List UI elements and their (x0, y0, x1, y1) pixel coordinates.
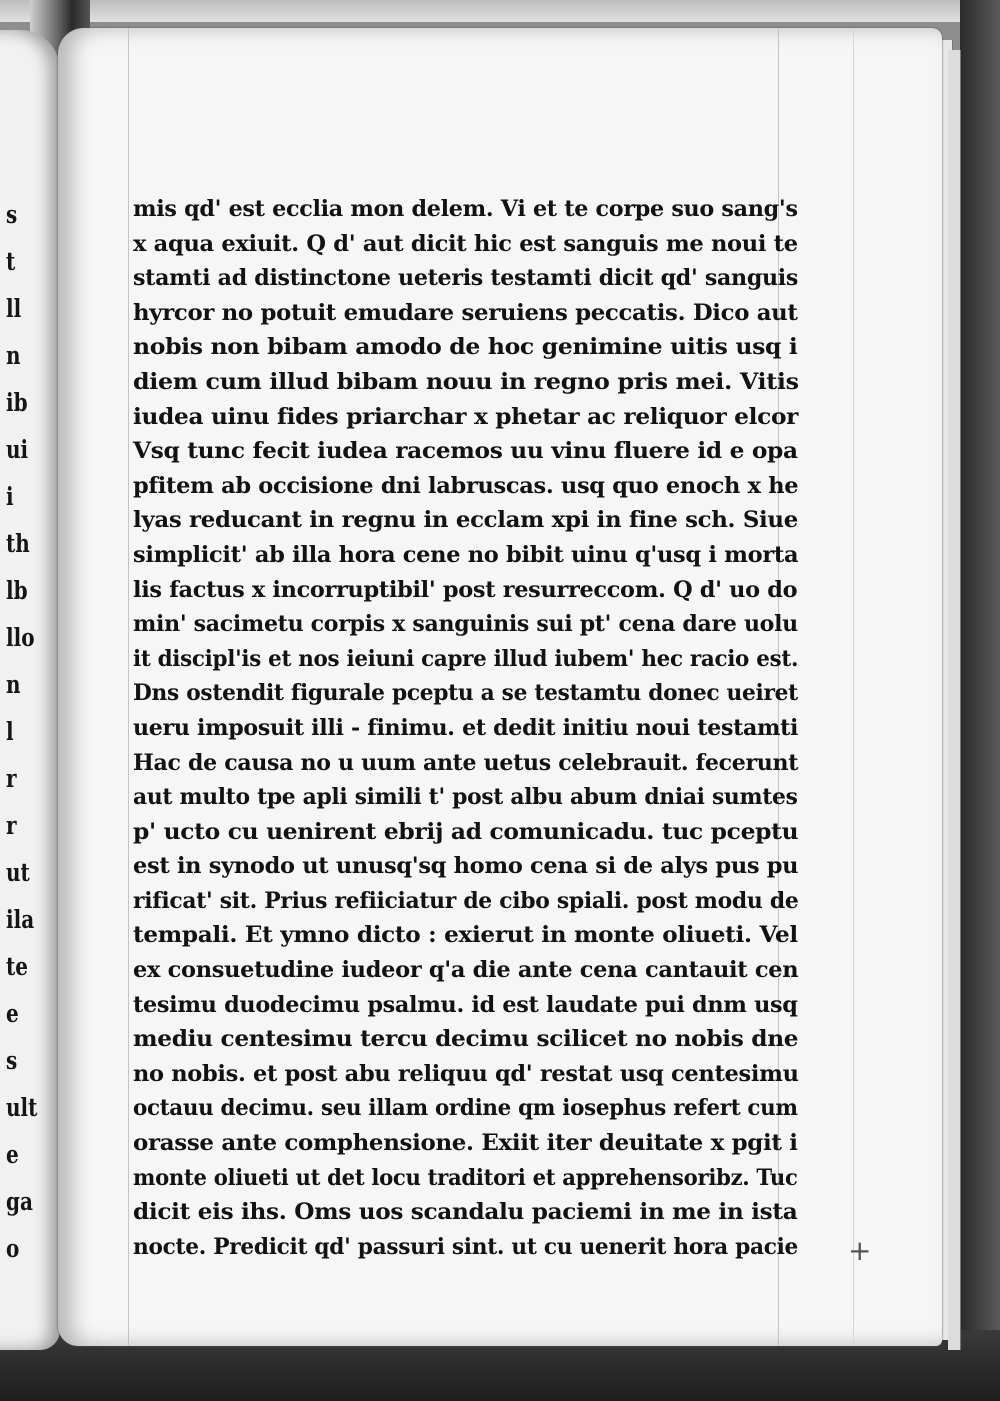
scan-background-right (960, 0, 1000, 1401)
facing-page-fragment: n (6, 341, 21, 370)
text-line: no nobis. et post abu reliquu qd' restat usq centesimu (133, 1060, 799, 1087)
text-line: mediu centesimu tercu decimu scilicet no nobis dne (133, 1026, 799, 1053)
manuscript-text (133, 192, 798, 1264)
text-line: octauu decimu. seu illam ordine qm iosephus refert cum (133, 1095, 798, 1122)
text-line: mis qd' est ecclia mon delem. Vi et te corpe suo sang's (133, 196, 798, 222)
text-line: nobis non bibam amodo de hoc genimine uitis usq i (133, 334, 798, 361)
text-line: simplicit' ab illa hora cene no bibit uinu q'usq i morta (133, 541, 799, 568)
text-line: aut multo tpe apli simili t' post albu abum dniai sumtes (133, 784, 798, 811)
text-line: min' sacimetu corpis x sanguinis sui pt' cena dare uolu (133, 611, 798, 638)
facing-page-fragment: ll (6, 294, 22, 323)
text-line: p' ucto cu uenirent ebrij ad comunicadu. tuc pceptu (133, 818, 799, 845)
facing-page-fragment: t (6, 247, 16, 276)
facing-page-fragment: s (6, 200, 18, 229)
facing-page-fragment: ib (6, 388, 28, 417)
scan-background-top (0, 0, 1000, 22)
facing-page-fragment: lb (6, 576, 28, 605)
text-line: nocte. Predicit qd' passuri sint. ut cu uenerit hora pacie (133, 1233, 799, 1260)
ruling-line (853, 28, 854, 1346)
text-line: diem cum illud bibam nouu in regno pris mei. Vitis (133, 368, 799, 395)
facing-page-fragment: r (6, 811, 17, 840)
text-line: hyrcor no potuit emudare seruiens peccatis. Dico aut (133, 299, 798, 326)
facing-page-fragment: e (6, 999, 19, 1028)
facing-page-fragment: s (6, 1046, 18, 1075)
facing-page-fragment: e (6, 1140, 19, 1169)
text-line: ueru imposuit illi - finimu. et dedit initiu noui testamti (133, 714, 799, 741)
text-line: it discipl'is et nos ieiuni capre illud iubem' hec racio est. (133, 645, 799, 672)
text-line: tempali. Et ymno dicto : exierut in monte oliueti. Vel (133, 922, 798, 949)
text-line: rificat' sit. Prius refiiciatur de cibo spiali. post modu de (133, 887, 799, 914)
facing-page-fragment: r (6, 764, 17, 793)
facing-page-fragment: th (6, 529, 30, 558)
text-line: lyas reducant in regnu in ecclam xpi in fine sch. Siue (133, 507, 798, 534)
text-line: ex consuetudine iudeor q'a die ante cena cantauit cen (133, 957, 799, 984)
facing-page-fragment: n (6, 670, 21, 699)
facing-page-fragment: o (6, 1234, 20, 1263)
text-line: Vsq tunc fecit iudea racemos uu vinu fluere id e opa (133, 438, 798, 465)
page-edge (948, 50, 961, 1350)
text-line: iudea uinu fides priarchar x phetar ac reliquor elcor (133, 403, 799, 430)
text-line: tesimu duodecimu psalmu. id est laudate pui dnm usq (133, 991, 798, 1018)
text-line: orasse ante comphensione. Exiit iter deuitate x pgit i (133, 1130, 798, 1157)
sheet-mark: + (848, 1234, 872, 1267)
facing-page-fragment: ga (6, 1187, 33, 1216)
text-line: lis factus x incorruptibil' post resurreccom. Q d' uo do (133, 576, 798, 603)
facing-page-fragment: i (6, 482, 14, 511)
facing-page-fragment: llo (6, 623, 35, 652)
facing-page-fragment: te (6, 952, 28, 981)
facing-page-fragment: ila (6, 905, 35, 934)
text-line: Dns ostendit figurale pceptu a se testamtu donec ueiret (133, 680, 798, 707)
facing-page-fragment: ut (6, 858, 30, 887)
text-line: est in synodo ut unusq'sq homo cena si de alys pus pu (133, 853, 799, 880)
facing-page-fragment: l (6, 717, 14, 746)
facing-page (0, 30, 60, 1350)
ruling-line (128, 28, 129, 1346)
text-line: Hac de causa no u uum ante uetus celebrauit. fecerunt (133, 749, 799, 776)
text-line: monte oliueti ut det locu traditori et apprehensoribz. Tuc (133, 1164, 798, 1191)
facing-page-fragment: ult (6, 1093, 38, 1122)
facing-page-fragment: ui (6, 435, 29, 464)
text-line: dicit eis ihs. Oms uos scandalu paciemi in me in ista (133, 1199, 798, 1226)
text-line: pfitem ab occisione dni labruscas. usq quo enoch x he (133, 472, 799, 499)
text-line: x aqua exiuit. Q d' aut dicit hic est sanguis me noui te (133, 230, 798, 257)
text-line: stamti ad distinctone ueteris testamti dicit qd' sanguis (133, 265, 799, 292)
